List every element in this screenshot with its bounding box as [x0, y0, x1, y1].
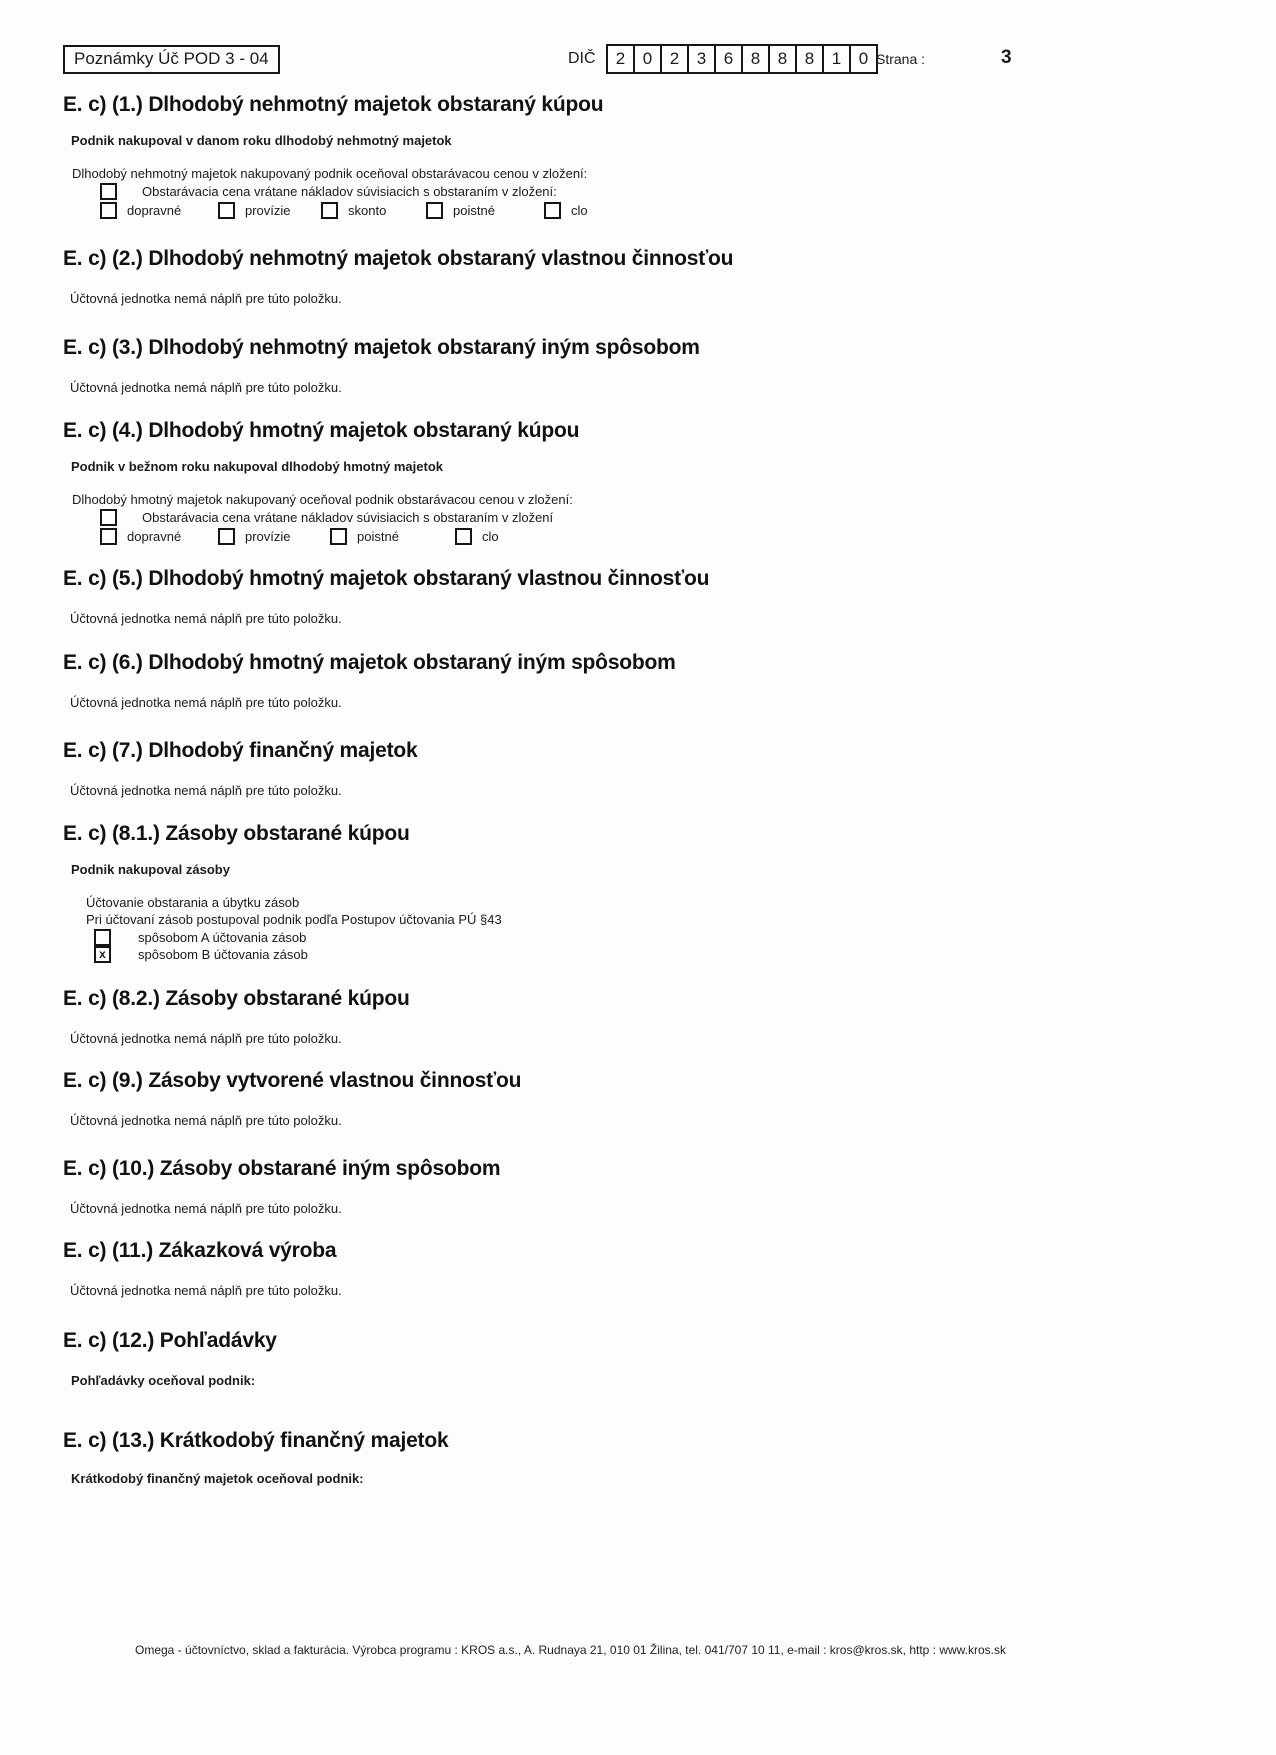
checkbox-option	[455, 528, 499, 545]
checkbox-label: dopravné	[127, 203, 182, 218]
section-note: Účtovná jednotka nemá náplň pre túto položku.	[70, 611, 342, 626]
section-heading: E. c) (7.) Dlhodobý finančný majetok	[63, 739, 418, 762]
checkbox-label: spôsobom A účtovania zásob	[138, 929, 307, 945]
section-text-line: Pri účtovaní zásob postupoval podnik podľa Postupov účtovania PÚ §43	[86, 911, 502, 927]
section-text-line: Účtovanie obstarania a úbytku zásob	[86, 895, 300, 910]
checkbox-label: poistné	[357, 529, 399, 544]
checkbox-label: skonto	[348, 203, 387, 218]
dic-digit-cell: 0	[849, 44, 878, 74]
section-note: Účtovná jednotka nemá náplň pre túto položku.	[70, 291, 342, 306]
dic-digit-cell: 3	[687, 44, 716, 74]
dic-digit-cell: 2	[606, 44, 635, 74]
dic-digit-cell: 8	[768, 44, 797, 74]
checkbox-icon	[100, 202, 117, 219]
dic-digit-cell: 8	[795, 44, 824, 74]
checkbox-option	[321, 202, 426, 219]
checkbox-icon	[100, 183, 117, 200]
form-title: Poznámky Úč POD 3 - 04	[63, 45, 280, 74]
checkbox-icon	[455, 528, 472, 545]
section-heading: E. c) (10.) Zásoby obstarané iným spôsobom	[63, 1157, 501, 1180]
section-e-c-13	[63, 1428, 1246, 1486]
checkbox-icon	[330, 528, 347, 545]
section-heading: E. c) (8.1.) Zásoby obstarané kúpou	[63, 822, 410, 845]
section-heading: E. c) (3.) Dlhodobý nehmotný majetok obstaraný iným spôsobom	[63, 336, 700, 359]
section-e-c-7	[63, 738, 1246, 798]
section-heading: E. c) (8.2.) Zásoby obstarané kúpou	[63, 987, 410, 1010]
checkbox-icon	[544, 202, 561, 219]
dic-digit-cell: 8	[741, 44, 770, 74]
section-e-c-4	[63, 418, 1246, 545]
section-e-c-6	[63, 650, 1246, 710]
checkbox-option	[426, 202, 544, 219]
section-heading: E. c) (1.) Dlhodobý nehmotný majetok obstaraný kúpou	[63, 93, 604, 116]
section-e-c-11	[63, 1238, 1246, 1298]
section-intro: Dlhodobý hmotný majetok nakupovaný oceňoval podnik obstarávacou cenou v zložení:	[72, 492, 573, 507]
section-e-c-12	[63, 1328, 1246, 1388]
checkbox-row	[100, 528, 1246, 545]
section-note: Účtovná jednotka nemá náplň pre túto položku.	[70, 1283, 342, 1298]
dic-label: DIČ	[568, 50, 596, 67]
checkbox-option	[330, 528, 455, 545]
section-heading: E. c) (12.) Pohľadávky	[63, 1329, 277, 1352]
section-subtitle: Podnik v bežnom roku nakupoval dlhodobý hmotný majetok	[71, 459, 443, 474]
checkbox-label: dopravné	[127, 529, 182, 544]
checkbox-row	[100, 202, 1246, 219]
checkbox-option	[100, 528, 218, 545]
section-heading: E. c) (11.) Zákazková výroba	[63, 1239, 337, 1262]
section-e-c-3	[63, 335, 1246, 395]
section-note: Účtovná jednotka nemá náplň pre túto položku.	[70, 380, 342, 395]
section-heading: E. c) (4.) Dlhodobý hmotný majetok obstaraný kúpou	[63, 419, 580, 442]
section-note: Účtovná jednotka nemá náplň pre túto položku.	[70, 695, 342, 710]
checkbox-icon	[426, 202, 443, 219]
dic-digit-cell: 6	[714, 44, 743, 74]
section-heading: E. c) (2.) Dlhodobý nehmotný majetok obstaraný vlastnou činnosťou	[63, 247, 734, 270]
checkbox-checked-icon: x	[94, 946, 111, 963]
footer-text: Omega - účtovníctvo, sklad a fakturácia. Výrobca programu : KROS a.s., A. Rudnaya 21, 010 01 Žilina, tel. 041/707 10 11, e-mail : kros@kros.sk, http : www.kros.sk	[135, 1643, 1007, 1657]
section-subtitle: Podnik nakupoval v danom roku dlhodobý nehmotný majetok	[71, 133, 452, 148]
checkbox-option-checked	[94, 946, 1246, 962]
checkbox-option	[100, 202, 218, 219]
checkbox-label: clo	[571, 203, 588, 218]
section-subtitle: Pohľadávky oceňoval podnik:	[71, 1373, 256, 1388]
checkbox-option	[218, 528, 330, 545]
section-e-c-5	[63, 566, 1246, 626]
section-note: Účtovná jednotka nemá náplň pre túto položku.	[70, 1201, 342, 1216]
section-e-c-2	[63, 246, 1246, 306]
checkbox-label: Obstarávacia cena vrátane nákladov súvisiacich s obstaraním v zložení:	[142, 184, 557, 199]
checkbox-icon	[218, 528, 235, 545]
section-heading: E. c) (9.) Zásoby vytvorené vlastnou činnosťou	[63, 1069, 522, 1092]
section-e-c-9	[63, 1068, 1246, 1128]
checkbox-option	[100, 509, 1246, 526]
checkbox-icon	[321, 202, 338, 219]
section-note: Účtovná jednotka nemá náplň pre túto položku.	[70, 783, 342, 798]
section-e-c-8-1	[63, 821, 1246, 962]
section-subtitle: Podnik nakupoval zásoby	[71, 862, 230, 877]
checkbox-option	[94, 929, 1246, 945]
checkbox-icon	[218, 202, 235, 219]
section-e-c-1	[63, 92, 1246, 219]
dic-field	[608, 44, 878, 74]
section-heading: E. c) (13.) Krátkodobý finančný majetok	[63, 1429, 449, 1452]
page-number: 3	[1001, 47, 1012, 68]
section-note: Účtovná jednotka nemá náplň pre túto položku.	[70, 1113, 342, 1128]
section-e-c-8-2	[63, 986, 1246, 1046]
checkbox-label: clo	[482, 529, 499, 544]
dic-digit-cell: 1	[822, 44, 851, 74]
checkbox-icon	[94, 929, 111, 946]
section-heading: E. c) (5.) Dlhodobý hmotný majetok obstaraný vlastnou činnosťou	[63, 567, 710, 590]
checkbox-label: provízie	[245, 529, 291, 544]
checkbox-option	[544, 202, 588, 219]
section-subtitle: Krátkodobý finančný majetok oceňoval podnik:	[71, 1471, 364, 1486]
section-heading: E. c) (6.) Dlhodobý hmotný majetok obstaraný iným spôsobom	[63, 651, 676, 674]
dic-digit-cell: 2	[660, 44, 689, 74]
page-label: Strana :	[876, 51, 926, 67]
checkbox-icon	[100, 509, 117, 526]
checkbox-label: poistné	[453, 203, 495, 218]
checkbox-option	[100, 183, 1246, 200]
section-e-c-10	[63, 1156, 1246, 1216]
page-header	[0, 44, 1276, 78]
checkbox-label: Obstarávacia cena vrátane nákladov súvisiacich s obstaraním v zložení	[142, 510, 554, 525]
checkbox-label: provízie	[245, 203, 291, 218]
checkbox-label: spôsobom B účtovania zásob	[138, 946, 308, 962]
checkbox-option	[218, 202, 321, 219]
section-intro: Dlhodobý nehmotný majetok nakupovaný podnik oceňoval obstarávacou cenou v zložení:	[72, 166, 588, 181]
dic-digit-cell: 0	[633, 44, 662, 74]
checkbox-icon	[100, 528, 117, 545]
section-note: Účtovná jednotka nemá náplň pre túto položku.	[70, 1031, 342, 1046]
